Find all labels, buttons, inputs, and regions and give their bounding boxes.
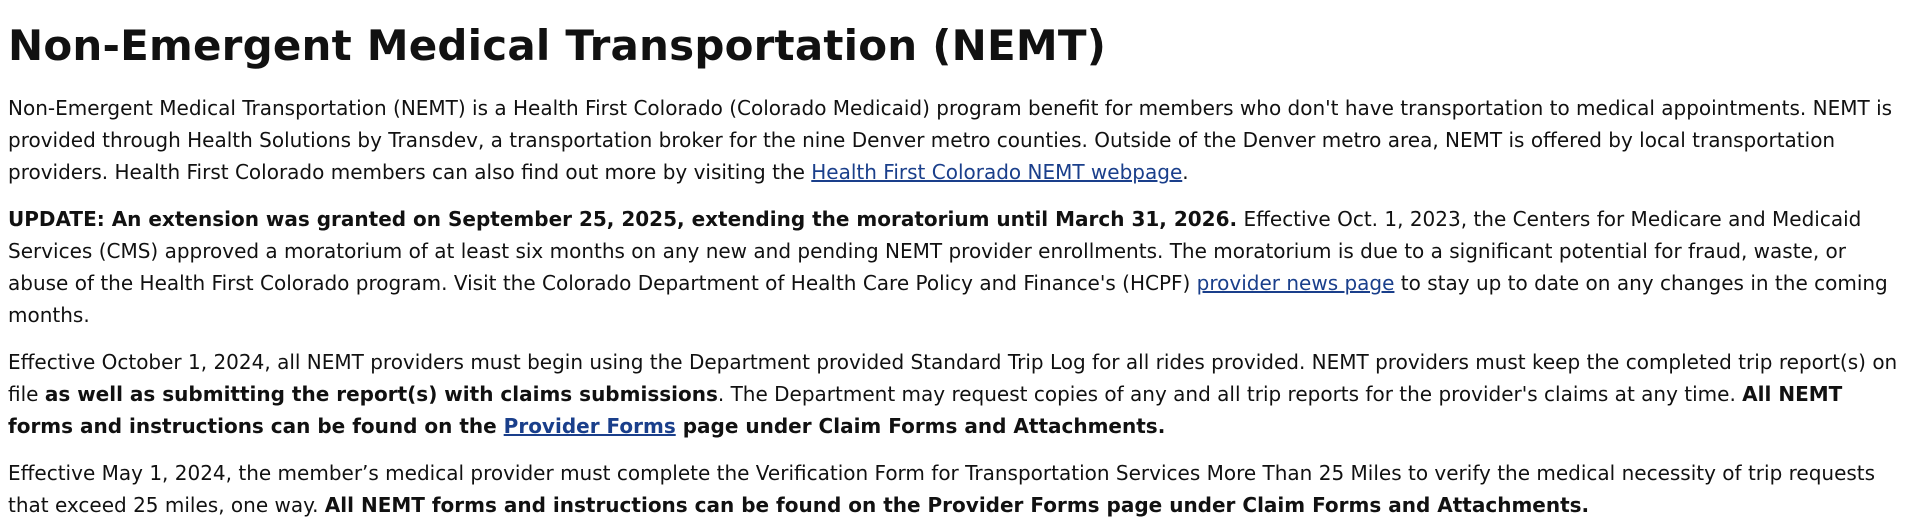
page-title: Non-Emergent Medical Transportation (NEMT) [8,21,1107,70]
update-notice: UPDATE: An extension was granted on September 25, 2025, extending the moratorium until March 31, 2026. [8,207,1238,232]
nemt-webpage-link[interactable]: Health First Colorado NEMT webpage [811,160,1183,185]
intro-text: Non-Emergent Medical Transportation (NEMT) is a Health First Colorado (Colorado Medicaid) program benefit for members who don't have transportation to medical appointments. NEMT is provided through Health Solutions by Transdev, a transportation broker for the nine Denver metro counties. Outside of the Denver metro area, NEMT is offered by local transportation providers. Health First Colorado members can also find out more by visiting the [8,96,1893,185]
intro-paragraph [8,92,1912,188]
trip-log-text: Effective October 1, 2024, all NEMT providers must begin using the Department provided Standard Trip Log for all rides provided. NEMT providers must keep the completed trip report(s) on file [8,350,1898,407]
verification-paragraph [8,457,1912,521]
verification-forms-notice: All NEMT forms and instructions can be found on the Provider Forms page under Claim Forms and Attachments. [324,493,1590,518]
update-text: Effective Oct. 1, 2023, the Centers for Medicare and Medicaid Services (CMS) approved a moratorium of at least six months on any new and pending NEMT provider enrollments. The moratorium is due to a significant potential for fraud, waste, or abuse of the Health First Colorado program. Visit the Colorado Department of Health Care Policy and Finance's (HCPF) [8,207,1862,296]
provider-news-link[interactable]: provider news page [1196,271,1395,296]
trip-log-text-2: . The Department may request copies of any and all trip reports for the provider's claims at any time. [717,382,1743,407]
update-text-end: to stay up to date on any changes in the coming months. [8,271,1888,328]
provider-forms-link[interactable]: Provider Forms [503,414,676,439]
trip-log-forms-text-end: page under Claim Forms and Attachments. [675,414,1166,439]
trip-log-bold-claims: as well as submitting the report(s) with claims submissions [44,382,718,407]
intro-text-end: . [1182,160,1189,185]
verification-text: Effective May 1, 2024, the member’s medical provider must complete the Verification Form for Transportation Services More Than 25 Miles to verify the medical necessity of trip requests that exceed 25 miles, one way. [8,461,1876,518]
trip-log-paragraph [8,346,1912,442]
update-paragraph [8,203,1912,331]
trip-log-forms-text: All NEMT forms and instructions can be found on the [8,382,1843,439]
